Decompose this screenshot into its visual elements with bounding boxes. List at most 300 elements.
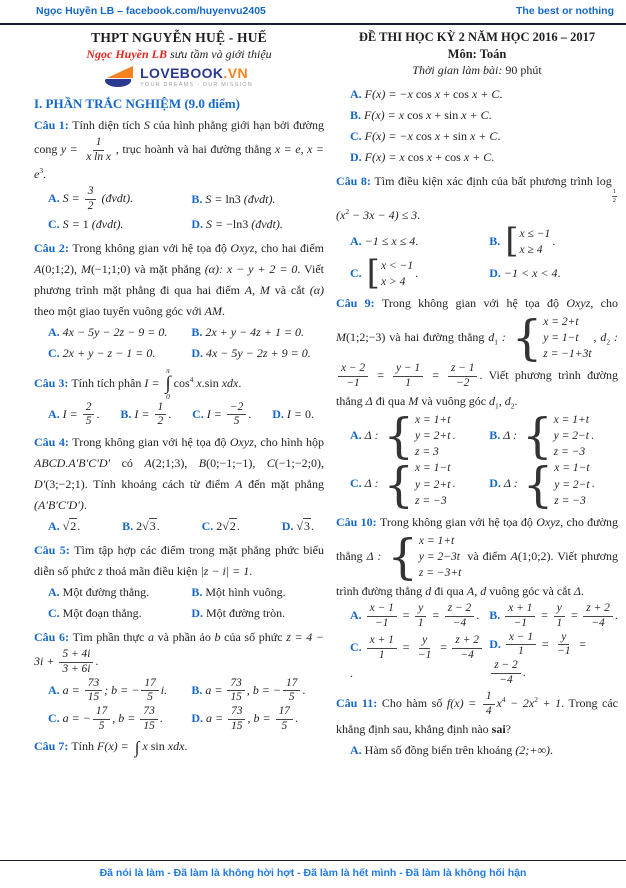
question-number: Câu 6: [34, 630, 73, 645]
math-sqrt [296, 518, 311, 533]
math-text: = [370, 368, 391, 383]
math-text: f(x) = [446, 696, 481, 711]
cases-rows [519, 226, 551, 258]
cases-brace-icon: { [522, 408, 553, 465]
option-label: A. [350, 428, 365, 443]
option [48, 214, 187, 235]
options-list [336, 221, 618, 294]
math-text: (đvdt). [91, 216, 124, 231]
question [34, 432, 324, 537]
math-text: x [423, 108, 432, 122]
fraction-numerator: 17 [283, 677, 300, 692]
math-text: S = [205, 192, 226, 207]
fraction-numerator: 17 [276, 705, 293, 720]
math-fraction [276, 705, 293, 733]
option [48, 322, 187, 343]
text: . [294, 710, 298, 725]
fraction-denominator: 15 [231, 719, 243, 732]
option-label: A. [48, 519, 63, 534]
option-label: B. [350, 108, 365, 122]
fraction-numerator: y [415, 602, 426, 617]
option-label: C. [350, 265, 365, 280]
option-label: B. [122, 519, 137, 534]
math-fraction [93, 705, 110, 733]
option [191, 603, 324, 624]
option [489, 263, 618, 284]
math-text: Δ : [503, 428, 521, 443]
question [34, 367, 324, 429]
logo-wave-shape [105, 79, 131, 87]
option [489, 408, 618, 465]
fraction-denominator: 1 [518, 645, 524, 658]
math-fraction [448, 362, 478, 390]
fraction-numerator: x − 1 [506, 631, 536, 646]
text: . [156, 519, 160, 534]
fraction-denominator: 5 [288, 691, 295, 704]
fraction-numerator: 17 [93, 705, 110, 720]
math-text: d [489, 393, 496, 408]
logo-wordmark [140, 66, 248, 81]
math-sqrt [62, 518, 81, 534]
credit-name: Ngọc Huyền LB [86, 47, 168, 61]
math-text: x = e [34, 141, 325, 182]
text: và điểm [463, 548, 511, 563]
options-list [336, 408, 618, 513]
footer-rule [0, 860, 626, 861]
cases-row: x ≥ 4 [519, 243, 543, 256]
text: cos [173, 375, 190, 390]
option [272, 404, 314, 425]
cases-row: z = −3 [554, 494, 586, 507]
question [336, 690, 618, 760]
text: Cho hàm số [381, 696, 447, 711]
fraction-numerator: −2 [227, 401, 246, 416]
option-label: D. [281, 519, 297, 534]
header-right-text: The best or nothing [516, 5, 614, 17]
math-text: Δ : [364, 476, 382, 491]
text: . [557, 266, 561, 281]
math-text: (x [336, 207, 346, 222]
fraction-numerator: x + 1 [505, 602, 535, 617]
fraction-denominator: −4 [460, 648, 474, 661]
math-text: x [142, 739, 148, 754]
math-text: = [398, 608, 413, 623]
question-body [34, 736, 324, 757]
cases-row: y = 2+t [415, 478, 451, 491]
math-text: F(x) = −x [364, 87, 413, 101]
option [191, 582, 324, 603]
question-body [336, 171, 618, 226]
text: có [110, 456, 145, 471]
cases-row: z = 3 [415, 446, 439, 459]
log-base-numerator: 1 [612, 188, 616, 195]
math-fraction [338, 362, 368, 390]
text: . [452, 428, 456, 443]
math-text: A [466, 584, 475, 599]
math-text: M [259, 282, 270, 297]
exam-subject: Môn: Toán [447, 47, 507, 61]
text: . [249, 564, 253, 579]
text: theo một giao tuyến vuông góc với [34, 303, 205, 318]
log-base-fraction [612, 188, 617, 205]
text: và phần ảo [154, 630, 215, 645]
logo-vn-suffix: .VN [223, 65, 248, 82]
option-label: C. [48, 345, 63, 360]
text: , cho hai điểm [254, 240, 325, 255]
cases-row: x = 1+t [415, 414, 451, 427]
text: . [497, 129, 501, 143]
question-number: Câu 3: [34, 375, 72, 390]
text: . [95, 654, 99, 669]
fraction-numerator: x + 1 [367, 634, 397, 649]
math-supscript: 2 [345, 206, 350, 216]
math-fraction [393, 362, 423, 390]
math-integral [135, 739, 140, 756]
text: đi qua [431, 584, 467, 599]
math-text: x [496, 696, 502, 711]
text: (0;−1;−1), [206, 456, 267, 471]
fraction-denominator: 3 + 6i [62, 662, 91, 675]
left-questions [34, 115, 324, 757]
option [120, 401, 171, 429]
text: . [580, 584, 584, 599]
option [191, 214, 324, 235]
math-text: , b = [247, 710, 274, 725]
text: Một đường thẳng. [62, 585, 150, 600]
math-text: (A′B′C′D′) [34, 498, 84, 513]
question-body [336, 293, 618, 412]
fraction-denominator: 1 [417, 616, 424, 629]
text: + sin [431, 108, 459, 122]
fraction-denominator: 15 [230, 691, 242, 704]
radicand: 3 [149, 519, 156, 534]
question [336, 512, 618, 687]
option-label: B. [489, 608, 504, 623]
text: , [593, 329, 601, 344]
text: (1;0;2). Viết phương trình đường thẳng [336, 548, 619, 599]
math-text: − 3x − 4) ≤ 3 [349, 207, 418, 222]
math-text: d [425, 584, 432, 599]
math-fraction [85, 677, 102, 705]
math-text: (α): x − y + 2 = 0 [204, 261, 298, 276]
text: .sin [201, 375, 219, 390]
question [336, 293, 619, 513]
math-text: M [336, 329, 346, 344]
cases-rows [414, 460, 450, 508]
cases-row: y = 2+t [415, 430, 451, 443]
math-fraction [227, 677, 244, 705]
text: Một đoạn thẳng. [62, 606, 142, 621]
option [48, 343, 187, 364]
fraction-denominator: 5 [147, 691, 153, 704]
text: cos [412, 129, 432, 143]
fraction-numerator: 73 [85, 677, 102, 692]
text: . [77, 519, 81, 534]
math-text: = [575, 636, 587, 651]
math-text: , b = [112, 710, 139, 725]
math-text: x [193, 375, 202, 390]
option-label: C. [192, 406, 207, 421]
text: Trong không gian với hệ tọa độ [72, 435, 230, 450]
fraction-numerator: z − 1 [448, 362, 478, 377]
math-fraction [415, 602, 427, 630]
option-label: D. [489, 266, 504, 281]
fraction-numerator: y [554, 602, 565, 617]
text: của số phức [220, 630, 287, 645]
text: 0. [304, 407, 314, 422]
math-text: −1 ≤ x ≤ 4 [364, 234, 416, 249]
fraction-numerator: 1 [93, 136, 105, 151]
fraction-denominator: 2 [157, 415, 164, 428]
logo-triangle-shape [107, 66, 133, 78]
question [34, 540, 324, 624]
radical-sign-icon: √ [62, 519, 70, 534]
math-text: S = [62, 216, 83, 231]
math-text: I = [206, 406, 225, 421]
option-label: C. [350, 476, 365, 491]
math-text: d [600, 329, 607, 344]
math-fraction [445, 602, 475, 630]
option-label: A. [350, 742, 365, 757]
option-label: D. [272, 407, 287, 422]
content-columns [34, 30, 618, 764]
fraction-numerator: x − 2 [338, 362, 368, 377]
fraction-denominator: 1 [556, 616, 563, 629]
math-text: F(x) = −x [364, 129, 413, 143]
text: ln3 [225, 192, 244, 207]
option [191, 677, 324, 705]
math-text: I = [62, 406, 81, 421]
text: . [614, 608, 618, 623]
option [489, 631, 618, 688]
text: . [476, 608, 480, 623]
option [350, 253, 485, 294]
option-label: D. [191, 710, 206, 725]
cases-brace-icon: { [383, 456, 415, 513]
cases-row: x = 2+t [543, 316, 579, 329]
math-subscript: 1 [494, 337, 498, 347]
math-text: I = [286, 407, 305, 422]
option [48, 185, 187, 213]
option-label: B. [120, 406, 135, 421]
math-text: a = [205, 682, 226, 697]
option [122, 516, 160, 537]
text: . [522, 664, 526, 679]
cases-rows [418, 533, 462, 581]
question-body [34, 238, 324, 322]
logo-texts [140, 66, 253, 87]
footer-motto: Đã nói là làm - Đã làm là không hời hợt - Đã làm là hết mình - Đã làm là không hối hận [99, 867, 527, 879]
option [48, 603, 187, 624]
text: Trong không gian với hệ tọa độ [381, 296, 567, 311]
option-label: D. [191, 216, 206, 231]
option [350, 84, 618, 105]
math-text: = [436, 640, 451, 655]
text: vuông góc và cắt [486, 584, 574, 599]
text: (3;−2;1). Tính khoảng cách từ điểm [45, 477, 236, 492]
option-label: D. [350, 150, 365, 164]
math-text: 2x + y − 4z + 1 = 0. [205, 324, 305, 339]
math-text: A [244, 282, 253, 297]
text: Tính [71, 739, 98, 754]
math-text: A [144, 456, 152, 471]
math-text: Oxyz [229, 435, 254, 450]
option [489, 221, 618, 262]
text: . [310, 519, 314, 534]
question-body [336, 690, 618, 739]
fraction-numerator: x − 1 [367, 602, 397, 617]
math-text: M [80, 261, 91, 276]
fraction-numerator: 73 [228, 705, 245, 720]
math-text: C [266, 456, 275, 471]
math-supscript: 2 [534, 695, 538, 705]
fraction-denominator: 4 [485, 704, 492, 717]
math-text: ; b = − [104, 682, 140, 697]
fraction-denominator: 5 [98, 719, 105, 732]
fraction-denominator: 5 [281, 719, 288, 732]
fraction-denominator: 5 [233, 415, 240, 428]
math-text: M [408, 393, 419, 408]
math-log-base [596, 174, 618, 204]
fraction-numerator: y − 1 [393, 362, 423, 377]
radicand: 2 [229, 519, 236, 534]
math-cases [522, 408, 589, 465]
text: . [238, 375, 242, 390]
text: . [499, 87, 503, 101]
fraction-numerator: 3 [85, 185, 97, 200]
text: . [514, 393, 518, 408]
math-text: S = [205, 216, 227, 231]
question [34, 115, 324, 235]
math-text: z = 4 − 3i + [34, 630, 324, 669]
math-text: F(x) = x [364, 108, 405, 122]
cases-rows [542, 314, 591, 362]
text: (0;1;2), [41, 261, 81, 276]
fraction-denominator: −1 [346, 377, 360, 390]
option [191, 322, 324, 343]
math-text: ABCD.A′B′C′D′ [34, 456, 111, 471]
logo-word: LOVEBOOK [140, 65, 224, 82]
text: . [415, 265, 419, 280]
math-text: I = [144, 375, 163, 390]
integral-lower-limit: 0 [166, 392, 170, 402]
math-text: Oxyz [536, 514, 561, 529]
option-label: C. [48, 216, 63, 231]
math-text: x + C [468, 87, 500, 101]
option-label: A. [48, 585, 63, 600]
option-label: A. [48, 406, 63, 421]
radicand: 2 [70, 519, 77, 534]
math-text: |z − i| = 1 [200, 564, 250, 579]
math-text: d [480, 584, 487, 599]
fraction-numerator: 2 [83, 401, 95, 416]
fraction-denominator: 15 [143, 719, 155, 732]
question [336, 171, 618, 294]
option [350, 408, 485, 465]
math-fraction [491, 659, 521, 687]
options-list [336, 740, 618, 761]
text: . [415, 234, 419, 249]
header-rule [0, 23, 626, 25]
option-label: C. [48, 710, 63, 725]
lovebook-logo [34, 66, 324, 88]
text: . [168, 406, 172, 421]
math-fraction [553, 602, 565, 630]
math-text: x + C [458, 108, 489, 122]
math-text: −1 < x < 4 [503, 266, 558, 281]
math-text: b [214, 630, 221, 645]
text: thoả mãn điều kiện [102, 564, 201, 579]
left-column [34, 30, 324, 764]
fraction-denominator: 5 [85, 415, 92, 428]
math-text: = [567, 608, 582, 623]
option-label: A. [350, 608, 365, 623]
bold-text: sai [491, 721, 506, 736]
math-text: (2;+∞) [515, 742, 550, 757]
option-label: A. [48, 324, 63, 339]
text: , [252, 282, 260, 297]
question [336, 84, 618, 168]
fraction-denominator: 1 [378, 648, 385, 661]
option-label: B. [191, 192, 206, 207]
math-fraction [155, 401, 167, 429]
question-body [336, 512, 618, 602]
cases-row: x ≤ −1 [519, 227, 551, 240]
math-text: x [431, 87, 441, 101]
text: . [96, 406, 100, 421]
question-number: Câu 7: [34, 739, 72, 754]
math-text: 2x + y − z − 1 = 0. [62, 345, 156, 360]
log-function: log [596, 174, 612, 188]
text: Tìm phần thực [72, 630, 148, 645]
text: Tìm tập hợp các điểm trong mặt phẳng phức biểu diễn số phức [34, 543, 324, 579]
question-number: Câu 1: [34, 118, 73, 132]
option-label: A. [48, 191, 63, 206]
cases-rows [553, 412, 589, 460]
cases-row: y = 2−t [553, 430, 589, 443]
exam-duration [336, 63, 618, 78]
radicand: 3 [303, 519, 310, 534]
text: . [591, 476, 595, 491]
math-text: Δ : [503, 476, 521, 491]
cases-brace-icon: { [511, 310, 543, 367]
text: . [350, 665, 353, 680]
math-text: F(x) = x [364, 150, 405, 164]
cases-rows [553, 460, 589, 508]
math-text: xdx [164, 739, 185, 754]
option [202, 516, 240, 537]
duration-label: Thời gian làm bài: [412, 63, 503, 77]
math-text: x + C [460, 150, 492, 164]
math-text: a [148, 630, 154, 645]
option [350, 634, 485, 683]
options-list [336, 84, 618, 168]
text: cos [412, 87, 432, 101]
text: . Viết phương trình đường thẳng [336, 368, 618, 408]
question [34, 627, 324, 733]
option-label: B. [191, 324, 206, 339]
question-number: Câu 10: [336, 514, 380, 529]
math-text: Δ : [364, 428, 382, 443]
math-text: = [538, 636, 553, 651]
math-fraction [59, 648, 93, 676]
text: . [488, 108, 492, 122]
question-number: Câu 8: [336, 174, 375, 188]
fraction-denominator: −1 [417, 648, 432, 661]
option [350, 147, 618, 168]
text: và cắt [269, 282, 310, 297]
integral-sign-icon: ∫ [165, 373, 171, 395]
